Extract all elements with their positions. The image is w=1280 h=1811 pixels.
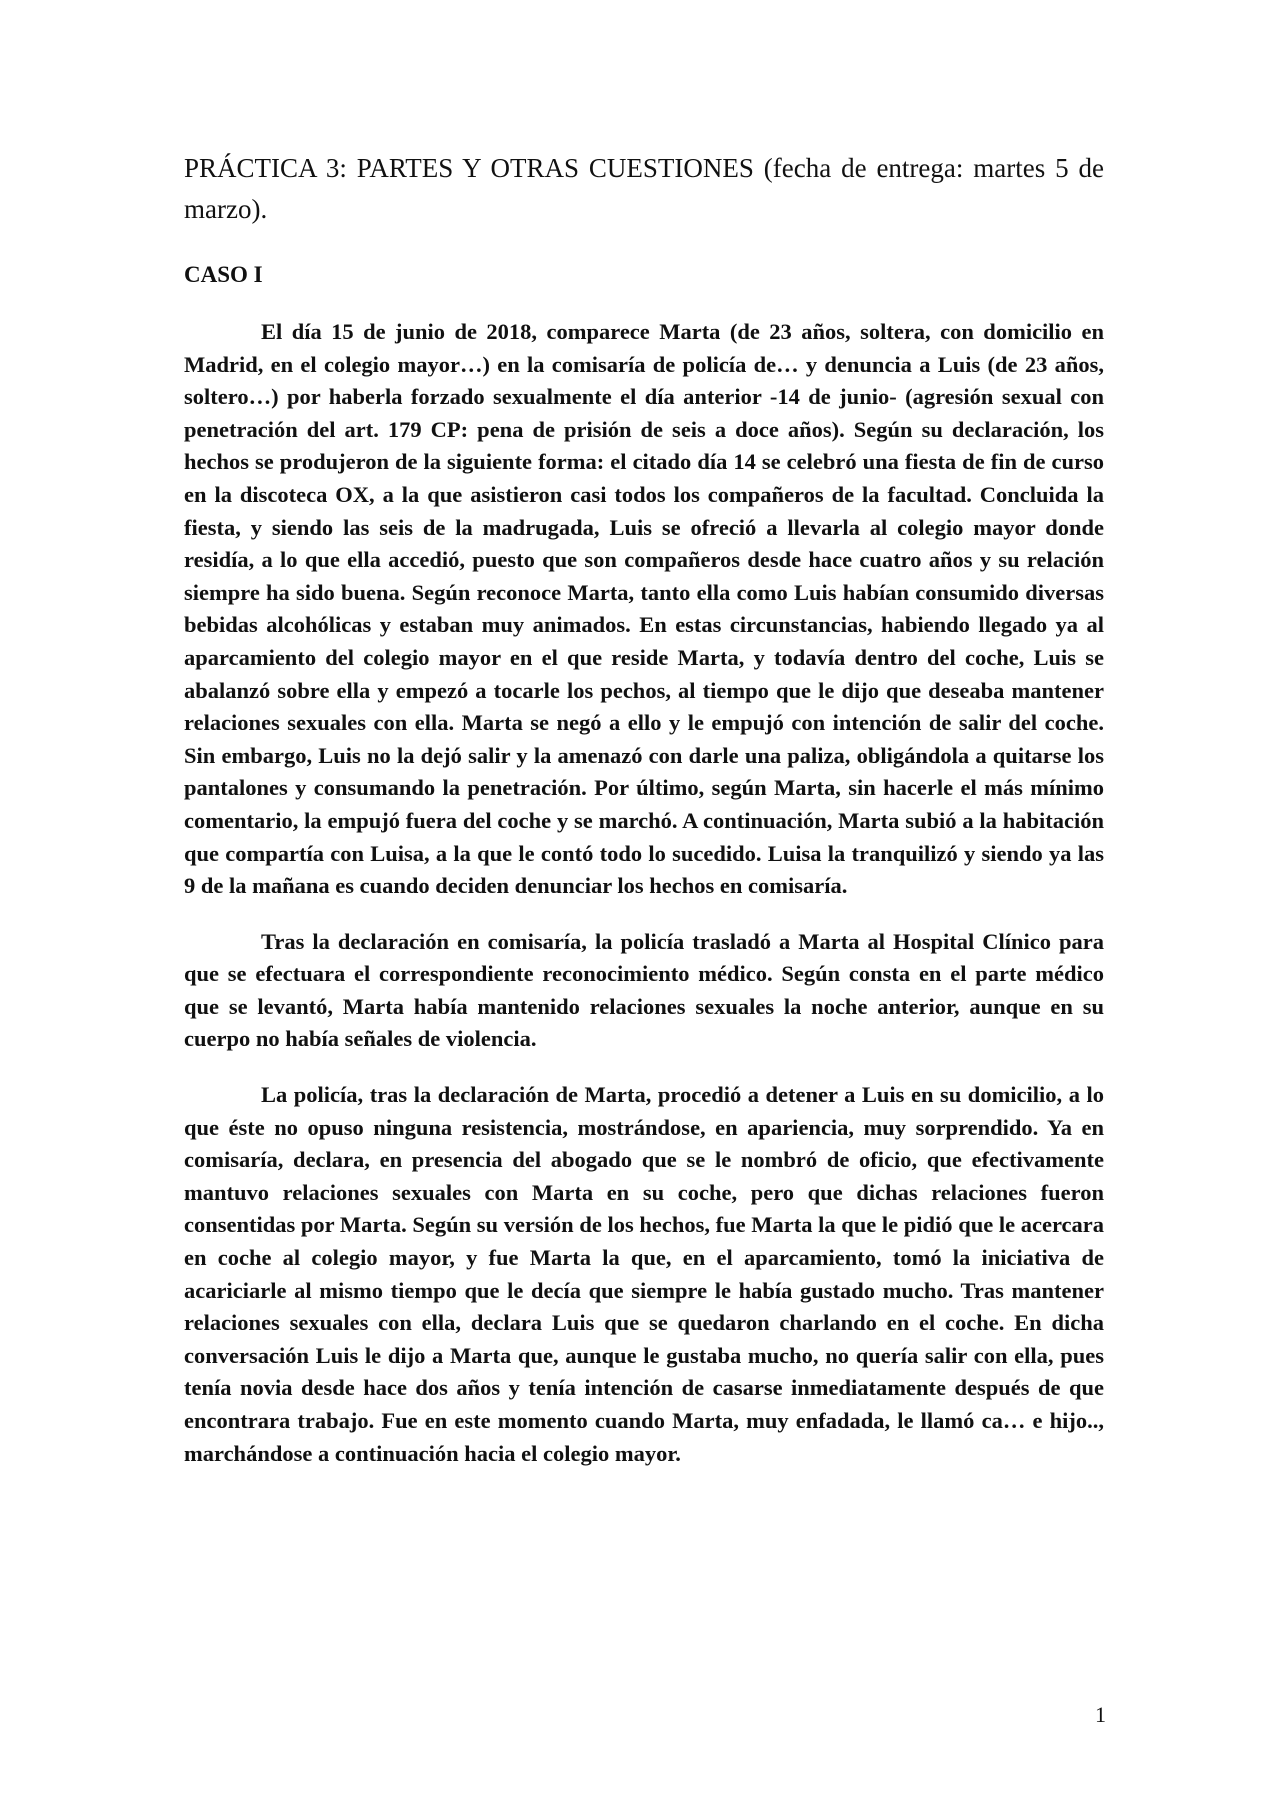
page-number: 1: [1095, 1702, 1106, 1727]
paragraph-3: La policía, tras la declaración de Marta, procedió a detener a Luis en su domicilio, a lo que éste no opuso ninguna resistencia, mostrándose, en apariencia, muy sorprendido. Ya en comisaría, declara, en presencia del abogado que se le nombró de oficio, que efectivamente mantuvo relaciones sexuales con Marta en su coche, pero que dichas relaciones fueron consentidas por Marta. Según su versión de los hechos, fue Marta la que le pidió que le acercara en coche al colegio mayor, y fue Marta la que, en el aparcamiento, tomó la iniciativa de acariciarle al mismo tiempo que le decía que siempre le había gustado mucho. Tras mantener relaciones sexuales con ella, declara Luis que se quedaron charlando en el coche. En dicha conversación Luis le dijo a Marta que, aunque le gustaba mucho, no quería salir con ella, pues tenía novia desde hace dos años y tenía intención de casarse inmediatamente después de que encontrara trabajo. Fue en este momento cuando Marta, muy enfadada, le llamó ca… e hijo.., marchándose a continuación hacia el colegio mayor.: [184, 1082, 1104, 1466]
document-title: PRÁCTICA 3: PARTES Y OTRAS CUESTIONES (fecha de entrega: martes 5 de marzo).: [184, 153, 1104, 224]
paragraph-1: El día 15 de junio de 2018, comparece Marta (de 23 años, soltera, con domicilio en Madrid, en el colegio mayor…) en la comisaría de policía de… y denuncia a Luis (de 23 años, soltero…) por haberla forzado sexualmente el día anterior -14 de junio- (agresión sexual con penetración del art. 179 CP: pena de prisión de seis a doce años). Según su declaración, los hechos se produjeron de la siguiente forma: el citado día 14 se celebró una fiesta de fin de curso en la discoteca OX, a la que asistieron casi todos los compañeros de la facultad. Concluida la fiesta, y siendo las seis de la madrugada, Luis se ofreció a llevarla al colegio mayor donde residía, a lo que ella accedió, puesto que son compañeros desde hace cuatro años y su relación siempre ha sido buena. Según reconoce Marta, tanto ella como Luis habían consumido diversas bebidas alcohólicas y estaban muy animados. En estas circunstancias, habiendo llegado ya al aparcamiento del colegio mayor en el que reside Marta, y todavía dentro del coche, Luis se abalanzó sobre ella y empezó a tocarle los pechos, al tiempo que le dijo que deseaba mantener relaciones sexuales con ella. Marta se negó a ello y le empujó con intención de salir del coche. Sin embargo, Luis no la dejó salir y la amenazó con darle una paliza, obligándola a quitarse los pantalones y consumando la penetración. Por último, según Marta, sin hacerle el más mínimo comentario, la empujó fuera del coche y se marchó. A continuación, Marta subió a la habitación que compartía con Luisa, a la que le contó todo lo sucedido. Luisa la tranquilizó y siendo ya las 9 de la mañana es cuando deciden denunciar los hechos en comisaría.: [184, 319, 1104, 899]
paragraph-2: Tras la declaración en comisaría, la policía trasladó a Marta al Hospital Clínico para que se efectuara el correspondiente reconocimiento médico. Según consta en el parte médico que se levantó, Marta había mantenido relaciones sexuales la noche anterior, aunque en su cuerpo no había señales de violencia.: [184, 928, 1104, 1052]
document-body: [184, 148, 1104, 1493]
case-heading: CASO I: [184, 262, 263, 287]
